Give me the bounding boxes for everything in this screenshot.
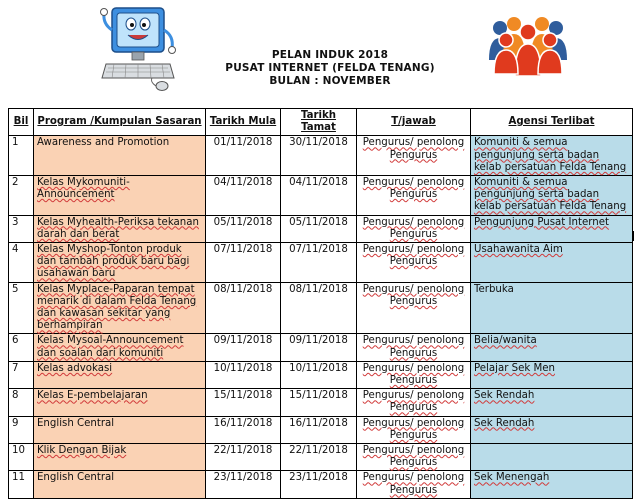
cell-agency: Terbuka: [471, 282, 633, 334]
cell-start: 01/11/2018: [206, 136, 281, 176]
cell-program: Kelas Mykomuniti-Announcement: [34, 176, 206, 216]
title-line-3: BULAN : NOVEMBER: [269, 75, 391, 87]
cell-start: 23/11/2018: [206, 471, 281, 499]
cell-program: Klik Dengan Bijak: [34, 444, 206, 471]
document-title: [200, 49, 460, 88]
cell-program: Kelas Mysoal-Announcement dan soalan dari komuniti: [34, 334, 206, 361]
cell-program: English Central: [34, 471, 206, 499]
header-agency: Agensi Terlibat: [471, 109, 633, 136]
title-line-1: PELAN INDUK 2018: [271, 49, 389, 61]
cell-end: 15/11/2018: [281, 389, 357, 416]
cell-start: 08/11/2018: [206, 282, 281, 334]
computer-mascot-logo: [100, 2, 178, 94]
plan-table: [8, 108, 633, 499]
cell-agency: Komuniti & semua pengunjung serta badan kelab persatuan Felda Tenang: [471, 136, 633, 176]
cell-agency: Sek Rendah: [471, 416, 633, 443]
cell-program: Awareness and Promotion: [34, 136, 206, 176]
cell-end: 04/11/2018: [281, 176, 357, 216]
cell-bil: 2: [9, 176, 34, 216]
header-program: Program /Kumpulan Sasaran: [34, 109, 206, 136]
cell-bil: 4: [9, 243, 34, 283]
cell-end: 09/11/2018: [281, 334, 357, 361]
cell-agency: Sek Menengah: [471, 471, 633, 499]
cell-start: 15/11/2018: [206, 389, 281, 416]
cell-end: 23/11/2018: [281, 471, 357, 499]
table-row: [9, 361, 633, 388]
cell-tj: Pengurus/ penolong Pengurus: [357, 361, 471, 388]
cell-agency: Pelajar Sek Men: [471, 361, 633, 388]
table-row: [9, 416, 633, 443]
cell-bil: 6: [9, 334, 34, 361]
table-row: [9, 334, 633, 361]
header-end: Tarikh Tamat: [281, 109, 357, 136]
cell-agency: Usahawanita Aim: [471, 243, 633, 283]
cell-end: 08/11/2018: [281, 282, 357, 334]
cell-bil: 9: [9, 416, 34, 443]
cell-bil: 10: [9, 444, 34, 471]
table-row: [9, 215, 633, 242]
cell-agency: Belia/wanita: [471, 334, 633, 361]
table-row: [9, 176, 633, 216]
header-tj: T/jawab: [357, 109, 471, 136]
cell-start: 10/11/2018: [206, 361, 281, 388]
table-row: [9, 282, 633, 334]
cell-start: 09/11/2018: [206, 334, 281, 361]
table-row: [9, 243, 633, 283]
cell-tj: Pengurus/ penolong Pengurus: [357, 282, 471, 334]
cell-program: Kelas advokasi: [34, 361, 206, 388]
cell-start: 22/11/2018: [206, 444, 281, 471]
cell-agency: Sek Rendah: [471, 389, 633, 416]
cell-end: 16/11/2018: [281, 416, 357, 443]
cell-tj: Pengurus/ penolong Pengurus: [357, 444, 471, 471]
text-cursor: [633, 231, 634, 241]
cell-end: 05/11/2018: [281, 215, 357, 242]
cell-start: 07/11/2018: [206, 243, 281, 283]
cell-tj: Pengurus/ penolong Pengurus: [357, 416, 471, 443]
cell-tj: Pengurus/ penolong Pengurus: [357, 136, 471, 176]
cell-start: 05/11/2018: [206, 215, 281, 242]
community-group-logo: [486, 14, 570, 84]
cell-bil: 11: [9, 471, 34, 499]
cell-bil: 5: [9, 282, 34, 334]
cell-end: 30/11/2018: [281, 136, 357, 176]
cell-tj: Pengurus/ penolong Pengurus: [357, 176, 471, 216]
cell-program: Kelas Myshop-Tonton produk dan tambah produk baru bagi usahawan baru: [34, 243, 206, 283]
cell-program: Kelas Myhealth-Periksa tekanan darah dan berat: [34, 215, 206, 242]
cell-bil: 7: [9, 361, 34, 388]
table-row: [9, 136, 633, 176]
cell-tj: Pengurus/ penolong Pengurus: [357, 334, 471, 361]
table-header-row: [9, 109, 633, 136]
cell-tj: Pengurus/ penolong Pengurus: [357, 243, 471, 283]
table-row: [9, 444, 633, 471]
cell-bil: 3: [9, 215, 34, 242]
table-row: [9, 471, 633, 499]
header-bil: Bil: [9, 109, 34, 136]
header-start: Tarikh Mula: [206, 109, 281, 136]
cell-tj: Pengurus/ penolong Pengurus: [357, 471, 471, 499]
cell-agency: [471, 444, 633, 471]
cell-program: Kelas Myplace-Paparan tempat menarik di dalam Felda Tenang dan kawasan sekitar yang berhampiran: [34, 282, 206, 334]
table-row: [9, 389, 633, 416]
cell-bil: 8: [9, 389, 34, 416]
cell-end: 10/11/2018: [281, 361, 357, 388]
cell-tj: Pengurus/ penolong Pengurus: [357, 389, 471, 416]
cell-agency: Komuniti & semua pengunjung serta badan kelab persatuan Felda Tenang: [471, 176, 633, 216]
cell-program: English Central: [34, 416, 206, 443]
title-line-2: PUSAT INTERNET (FELDA TENANG): [225, 62, 435, 74]
cell-end: 07/11/2018: [281, 243, 357, 283]
cell-program: Kelas E-pembelajaran: [34, 389, 206, 416]
cell-bil: 1: [9, 136, 34, 176]
cell-start: 04/11/2018: [206, 176, 281, 216]
cell-start: 16/11/2018: [206, 416, 281, 443]
cell-end: 22/11/2018: [281, 444, 357, 471]
cell-tj: Pengurus/ penolong Pengurus: [357, 215, 471, 242]
cell-agency: Pengunjung Pusat Internet: [471, 215, 633, 242]
